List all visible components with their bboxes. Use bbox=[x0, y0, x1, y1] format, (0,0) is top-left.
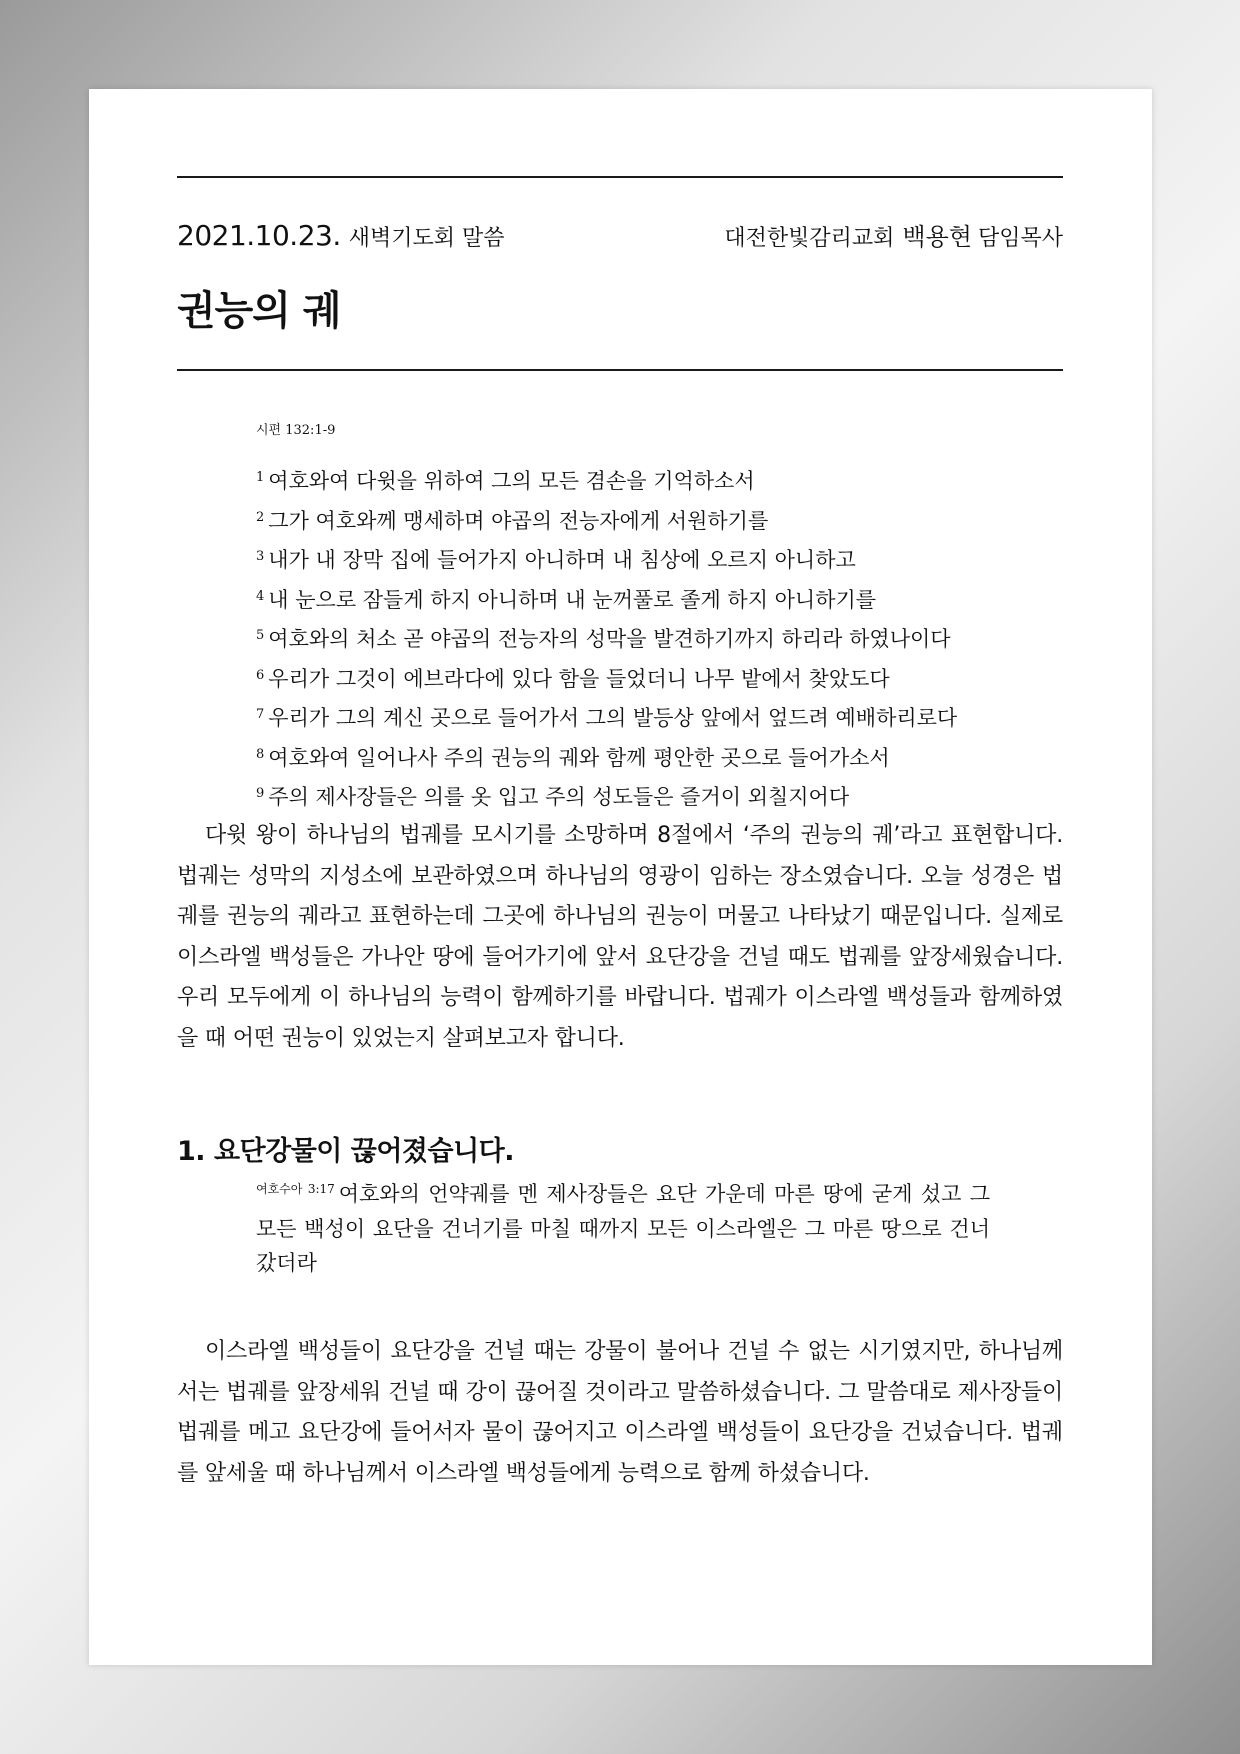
service-name: 새벽기도회 말씀 bbox=[348, 226, 505, 251]
verse-number: 8 bbox=[256, 746, 265, 762]
scripture-block bbox=[256, 419, 1016, 816]
quoted-scripture bbox=[256, 1172, 990, 1281]
scripture-reference: 시편 132:1-9 bbox=[256, 423, 336, 438]
document-page bbox=[89, 89, 1152, 1665]
verse-number: 1 bbox=[256, 470, 265, 485]
verse-line bbox=[256, 618, 1016, 658]
verse-number: 2 bbox=[256, 509, 265, 525]
verse-text: 여호와여 다윗을 위하여 그의 모든 겸손을 기억하소서 bbox=[268, 469, 755, 493]
verse-line bbox=[256, 500, 1016, 540]
bottom-divider bbox=[177, 369, 1063, 371]
intro-paragraph: 다윗 왕이 하나님의 법궤를 모시기를 소망하며 8절에서 ‘주의 권능의 궤’라고 표현합니다. 법궤는 성막의 지성소에 보관하였으며 하나님의 영광이 임하는 장소였습니다. 오늘 성경은 법궤를 권능의 궤라고 표현하는데 그곳에 하나님의 권능이 머물고 나타났기 때문입니다. 실제로 이스라엘 백성들은 가나안 땅에 들어가기에 앞서 요단강을 건널 때도 법궤를 앞장세웠습니다. 우리 모두에게 이 하나님의 능력이 함께하기를 바랍니다. 법궤가 이스라엘 백성들과 함께하였을 때 어떤 권능이 있었는지 살펴보고자 합니다. bbox=[177, 823, 1063, 1051]
verse-line bbox=[256, 697, 1016, 737]
header-line bbox=[177, 217, 1063, 253]
verse-text: 우리가 그것이 에브라다에 있다 함을 들었더니 나무 밭에서 찾았도다 bbox=[268, 666, 890, 691]
verse-line bbox=[256, 460, 1016, 500]
quote-text: 여호와의 언약궤를 멘 제사장들은 요단 가운데 마른 땅에 굳게 섰고 그 모든 백성이 요단을 건너기를 마칠 때까지 모든 이스라엘은 그 마른 땅으로 건너갔더라 bbox=[256, 1182, 990, 1275]
verse-line bbox=[256, 776, 1016, 816]
header-left bbox=[177, 219, 504, 252]
church-name: 대전한빛감리교회 bbox=[724, 226, 895, 251]
verse-number: 3 bbox=[256, 549, 265, 564]
verse-number: 7 bbox=[256, 707, 265, 722]
top-divider bbox=[177, 176, 1063, 178]
verse-number: 4 bbox=[256, 588, 265, 604]
section-heading: 1. 요단강물이 끊어졌습니다. bbox=[177, 1136, 515, 1167]
verse-text: 여호와의 처소 곧 야곱의 전능자의 성막을 발견하기까지 하리라 하였나이다 bbox=[268, 627, 951, 651]
sermon-date: 2021.10.23. bbox=[177, 219, 341, 252]
verse-text: 내가 내 장막 집에 들어가지 아니하며 내 침상에 오르지 아니하고 bbox=[268, 548, 856, 572]
section-paragraph: 이스라엘 백성들이 요단강을 건널 때는 강물이 불어나 건널 수 없는 시기였지만, 하나님께서는 법궤를 앞장세워 건널 때 강이 끊어질 것이라고 말씀하셨습니다. 그 말씀대로 제사장들이 법궤를 메고 요단강에 들어서자 물이 끊어지고 이스라엘 백성들이 요단강을 건넜습니다. 법궤를 앞세울 때 하나님께서 이스라엘 백성들에게 능력으로 함께 하셨습니다. bbox=[177, 1339, 1063, 1486]
verse-line bbox=[256, 579, 1016, 619]
verse-text: 그가 여호와께 맹세하며 야곱의 전능자에게 서원하기를 bbox=[268, 508, 769, 533]
header-right bbox=[724, 217, 1063, 252]
sermon-title: 권능의 궤 bbox=[177, 288, 341, 334]
verse-text: 우리가 그의 계신 곳으로 들어가서 그의 발등상 앞에서 엎드려 예배하리로다 bbox=[268, 706, 958, 730]
verse-line bbox=[256, 539, 1016, 579]
verse-text: 여호와여 일어나사 주의 권능의 궤와 함께 평안한 곳으로 들어가소서 bbox=[268, 745, 890, 770]
quote-reference: 여호수아 3:17 bbox=[256, 1182, 335, 1196]
verse-number: 5 bbox=[256, 628, 265, 643]
verse-text: 내 눈으로 잠들게 하지 아니하며 내 눈꺼풀로 졸게 하지 아니하기를 bbox=[268, 587, 877, 612]
pastor-name: 백용현 bbox=[902, 223, 972, 251]
verse-line bbox=[256, 737, 1016, 777]
verse-line bbox=[256, 658, 1016, 698]
verse-text: 주의 제사장들은 의를 옷 입고 주의 성도들은 즐거이 외칠지어다 bbox=[268, 785, 850, 809]
pastor-title: 담임목사 bbox=[977, 226, 1063, 251]
verse-number: 9 bbox=[256, 786, 265, 801]
verse-number: 6 bbox=[256, 667, 265, 683]
